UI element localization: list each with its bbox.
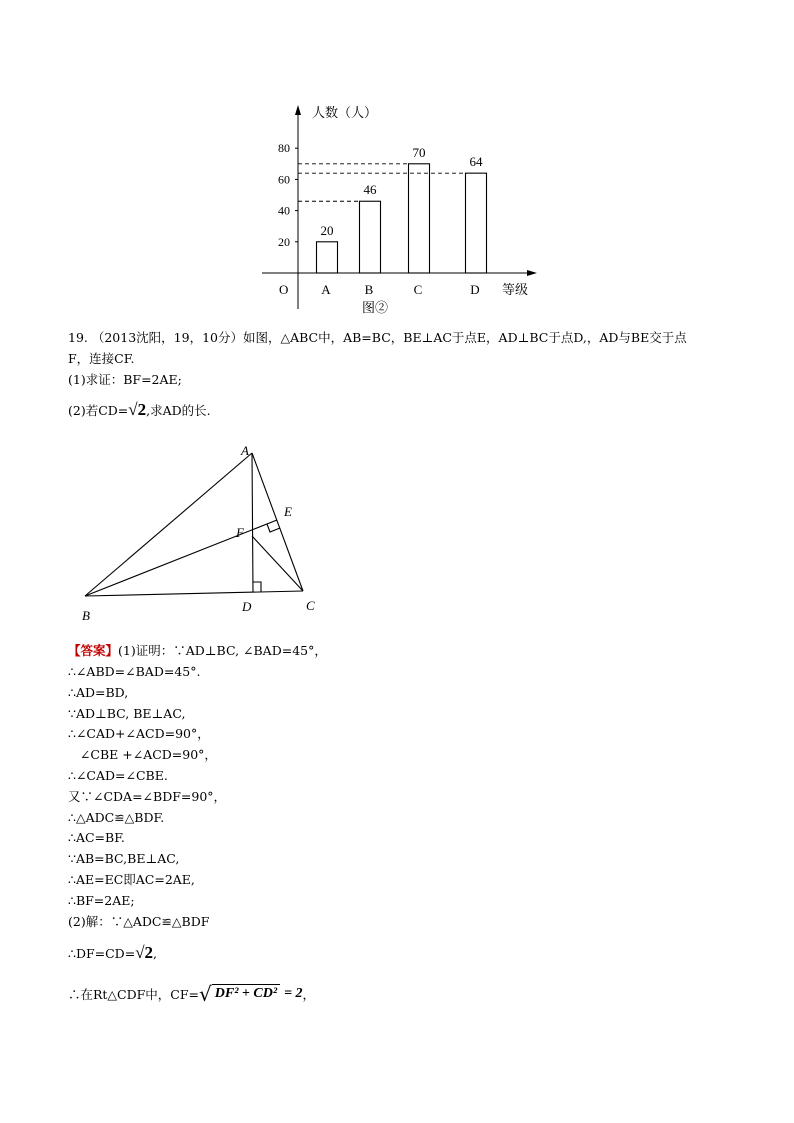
- answer-df-line: [68, 943, 157, 963]
- label-f: F: [236, 525, 244, 540]
- label-e: E: [284, 504, 292, 519]
- chart-xlabel: 等级: [502, 282, 529, 297]
- answer-first-line: [68, 641, 327, 659]
- side-ac: [252, 453, 303, 591]
- bar-C: [409, 164, 430, 273]
- y-tick-label: 20: [278, 234, 290, 249]
- right-angle-e: [267, 524, 280, 532]
- altitude-be: [85, 520, 277, 596]
- answer-line: ∴∠ABD=∠BAD=45°.: [68, 664, 201, 679]
- answer-line: ∴AC=BF.: [68, 830, 125, 846]
- cf-expr: DF² + CD²: [212, 984, 280, 1004]
- part2-prefix: (2)若CD=: [68, 403, 129, 418]
- df-suffix: ,: [153, 946, 158, 961]
- df-prefix: ∴DF=CD=: [68, 946, 136, 961]
- answer-cf-line: [68, 984, 315, 1004]
- cf-suffix: ，: [302, 987, 316, 1002]
- cf-radical: [199, 984, 280, 1004]
- side-ab: [85, 453, 252, 596]
- radical-sign-icon: √: [199, 982, 212, 1006]
- label-b: B: [82, 608, 90, 620]
- bar-value-label: 70: [412, 144, 426, 160]
- problem-line-2: F，连接CF.: [68, 351, 135, 366]
- problem-part-1: (1)求证：BF=2AE;: [68, 372, 182, 387]
- answer-line-0: (1)证明：∵AD⊥BC, ∠BAD=45°，: [118, 643, 327, 658]
- label-d: D: [242, 599, 252, 614]
- y-tick-label: 80: [278, 141, 290, 156]
- part2-suffix: ,求AD的长.: [146, 403, 211, 418]
- answer-line: 又∵∠CDA=∠BDF=90°，: [68, 788, 227, 804]
- bar-value-label: 64: [469, 154, 483, 170]
- problem-part-2: [68, 400, 211, 420]
- bar-value-label: 46: [363, 182, 377, 198]
- answer-line: ∠CBE +∠ACD=90°，: [68, 747, 217, 763]
- right-angle-d: [253, 582, 261, 592]
- answer-line: ∴∠CAD+∠ACD=90°，: [68, 726, 210, 742]
- x-tick-label: C: [413, 282, 423, 297]
- bar-B: [360, 201, 381, 273]
- df-sqrt: √2: [135, 943, 154, 962]
- bar-D: [466, 173, 487, 273]
- part2-sqrt: √2: [128, 400, 147, 419]
- problem-line-1: 19. （2013沈阳，19，10分）如图，△ABC中，AB=BC，BE⊥AC于点E，AD⊥BC于点D,，AD与BE交于点: [68, 330, 687, 345]
- answer-line: ∴△ADC≌△BDF.: [68, 809, 165, 825]
- answer-tag: 【答案】: [68, 643, 119, 658]
- segment-cf: [252, 536, 303, 591]
- y-tick-label: 60: [278, 172, 290, 187]
- triangle-figure: [75, 440, 335, 620]
- label-c: C: [306, 598, 315, 613]
- answer-line: ∴AD=BD,: [68, 684, 129, 700]
- answer-line: (2)解：∵△ADC≌△BDF: [68, 913, 210, 929]
- chart-title: 图②: [362, 300, 389, 315]
- bar-A: [317, 242, 338, 273]
- side-bc: [85, 591, 303, 596]
- y-tick-label: 40: [278, 203, 290, 218]
- answer-line: ∵AB=BC,BE⊥AC,: [68, 851, 180, 867]
- answer-line: ∴∠CAD=∠CBE.: [68, 767, 168, 783]
- cf-prefix: ∴在Rt△CDF中，CF=: [68, 987, 200, 1002]
- answer-line: ∴BF=2AE;: [68, 892, 135, 908]
- chart-origin: O: [279, 282, 289, 297]
- bar-value-label: 20: [320, 222, 334, 238]
- x-tick-label: A: [321, 282, 331, 297]
- y-axis-arrow-icon: [295, 105, 301, 115]
- label-a: A: [241, 443, 249, 458]
- cf-result: = 2: [284, 986, 303, 1001]
- altitude-ad: [252, 453, 253, 592]
- answer-line: ∵AD⊥BC, BE⊥AC,: [68, 705, 186, 721]
- answer-lines: [68, 662, 226, 932]
- x-tick-label: D: [470, 282, 480, 297]
- chart-ylabel: 人数（人）: [312, 105, 378, 120]
- bar-chart: [255, 95, 555, 320]
- answer-line: ∴AE=EC即AC=2AE,: [68, 871, 195, 887]
- x-tick-label: B: [364, 282, 374, 297]
- x-axis-arrow-icon: [527, 270, 537, 276]
